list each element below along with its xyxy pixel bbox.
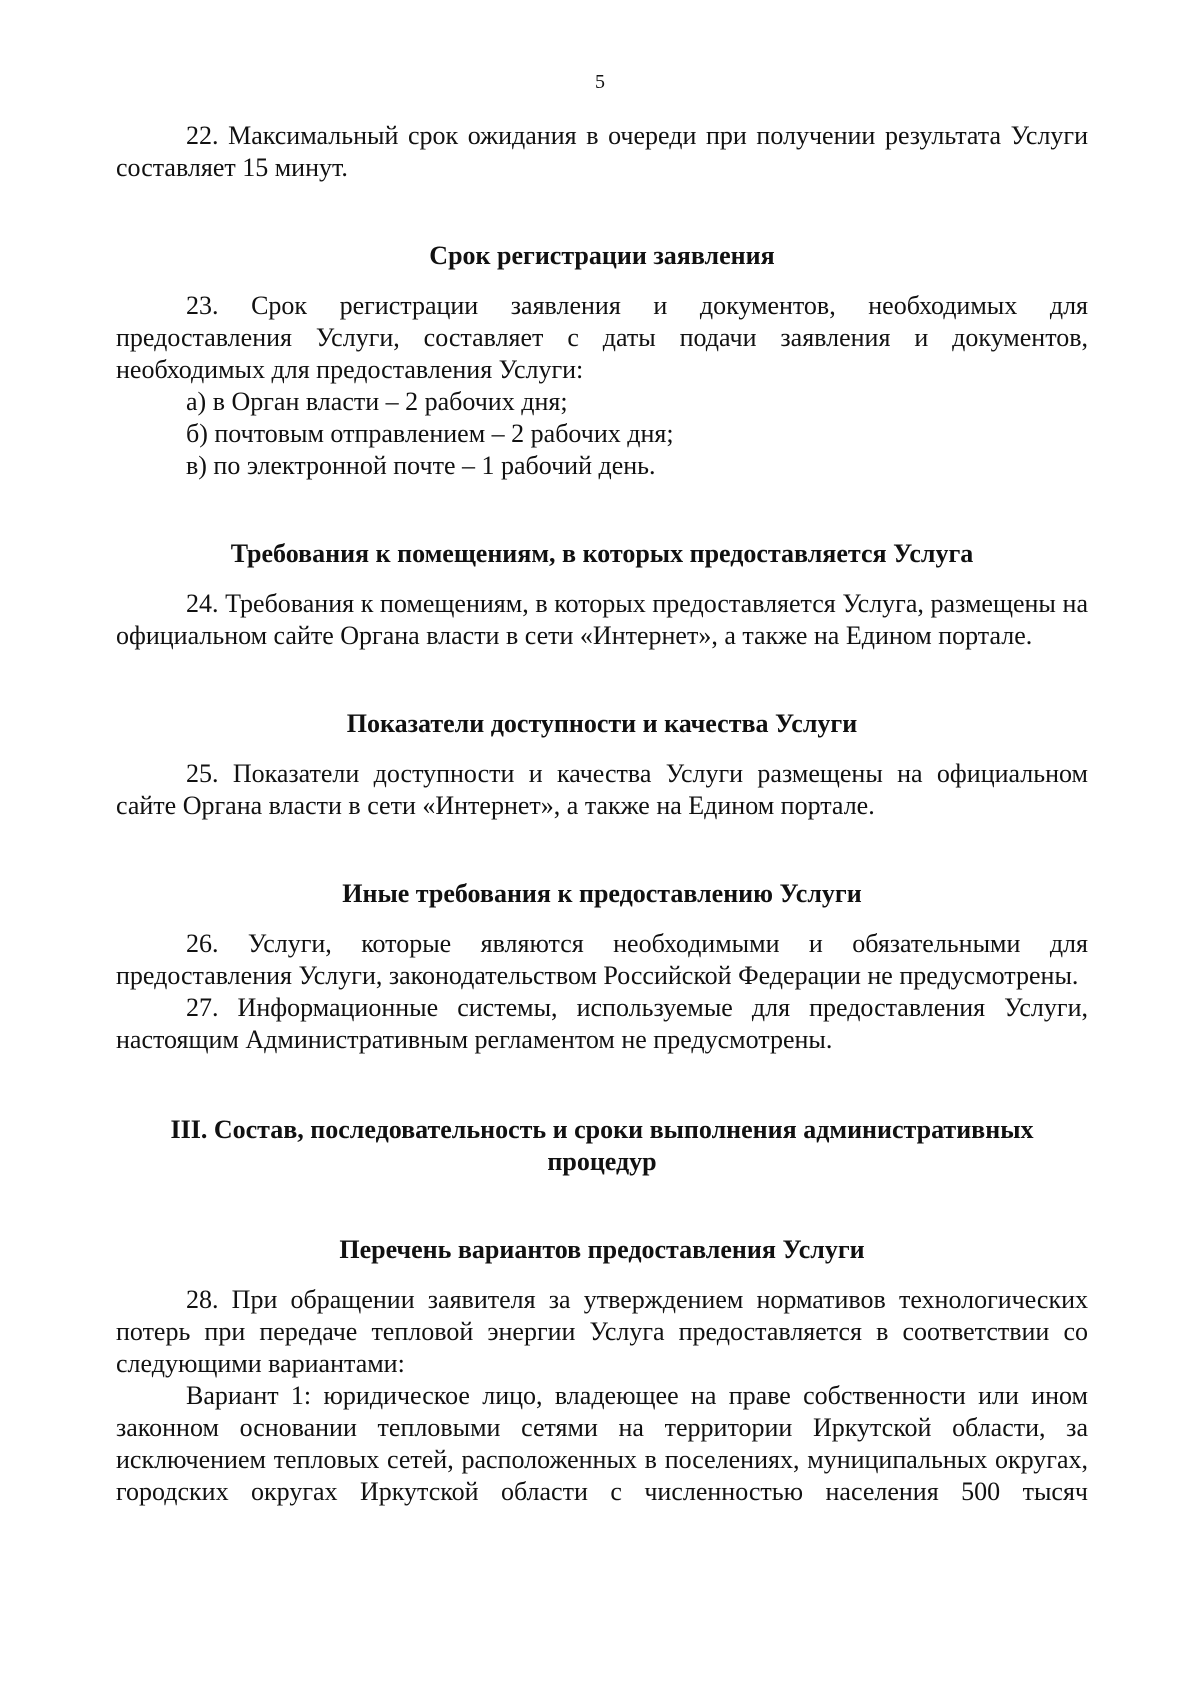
heading-room-requirements: Требования к помещениям, в которых предоставляется Услуга [230,539,974,568]
paragraph-22: 22. Максимальный срок ожидания в очереди при получении результата Услуги составляет 15 минут. [116,121,1088,182]
heading-service-variants: Перечень вариантов предоставления Услуги [339,1235,865,1264]
heading-section-3-line-2: процедур [547,1147,657,1176]
paragraph-25: 25. Показатели доступности и качества Услуги размещены на официальном сайте Органа власти в сети «Интернет», а также на Едином портале. [116,759,1088,820]
document-content [116,120,1088,1508]
paragraph-28: 28. При обращении заявителя за утверждением нормативов технологических потерь при передаче тепловой энергии Услуга предоставляется в соответствии со следующими вариантами: [116,1285,1088,1378]
list-item-23b: б) почтовым отправлением – 2 рабочих дня; [186,419,674,448]
paragraph-26: 26. Услуги, которые являются необходимыми и обязательными для предоставления Услуги, законодательством Российской Федерации не предусмотрены. [116,929,1088,990]
paragraph-27: 27. Информационные системы, используемые для предоставления Услуги, настоящим Административным регламентом не предусмотрены. [116,993,1088,1054]
list-item-23a: а) в Орган власти – 2 рабочих дня; [186,387,568,416]
list-item-23c: в) по электронной почте – 1 рабочий день. [186,451,656,480]
page-number: 5 [595,71,605,93]
paragraph-23: 23. Срок регистрации заявления и документов, необходимых для предоставления Услуги, составляет с даты подачи заявления и документов, необходимых для предоставления Услуги: [116,291,1088,384]
paragraph-28-variant-1: Вариант 1: юридическое лицо, владеющее на праве собственности или ином законном основании тепловыми сетями на территории Иркутской области, за исключением тепловых сетей, расположенных в поселениях, муниципальных округах, городских округах Иркутской области с численностью населения 500 тысяч [116,1381,1088,1506]
heading-section-3-line-1: III. Состав, последовательность и сроки выполнения административных [170,1115,1034,1144]
heading-quality-indicators: Показатели доступности и качества Услуги [346,709,858,738]
heading-other-requirements: Иные требования к предоставлению Услуги [342,879,862,908]
heading-registration-term: Срок регистрации заявления [429,241,775,270]
paragraph-24: 24. Требования к помещениям, в которых предоставляется Услуга, размещены на официальном сайте Органа власти в сети «Интернет», а также на Едином портале. [116,589,1088,650]
